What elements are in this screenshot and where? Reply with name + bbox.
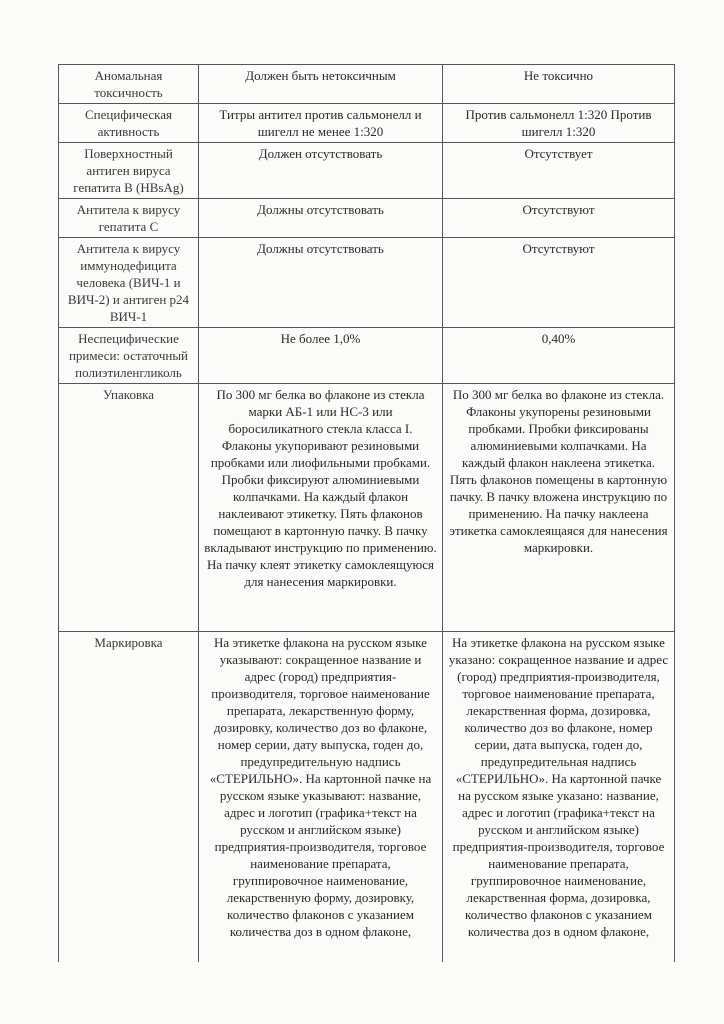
specification-table bbox=[58, 64, 675, 962]
table-row bbox=[59, 104, 675, 143]
parameter-name: Аномальная токсичность bbox=[59, 65, 199, 104]
result-value: На этикетке флакона на русском языке указано: сокращенное название и адрес (город) предприятия-производителя, торговое наименование препарата, лекарственная форма, дозировка, количество доз во флаконе, номер серии, дата выпуска, годен до, предупредительная надпись «СТЕРИЛЬНО». На картонной пачке на русском языке указано: название, адрес и логотип (графика+текст на русском и английском языке) предприятия-производителя, торговое наименование препарата, группировочное наименование, лекарственная форма, дозировка, количество флаконов с указанием количества доз в одном флаконе, bbox=[443, 632, 675, 962]
table-row bbox=[59, 384, 675, 632]
requirement-value: Не более 1,0% bbox=[199, 328, 443, 384]
parameter-name: Упаковка bbox=[59, 384, 199, 632]
table-row bbox=[59, 328, 675, 384]
parameter-name: Маркировка bbox=[59, 632, 199, 962]
table-row bbox=[59, 65, 675, 104]
requirement-value: Должен быть нетоксичным bbox=[199, 65, 443, 104]
result-value: Не токсично bbox=[443, 65, 675, 104]
parameter-name: Неспецифические примеси: остаточный полиэтиленгликоль bbox=[59, 328, 199, 384]
requirement-value: Должен отсутствовать bbox=[199, 143, 443, 199]
requirement-value: Должны отсутствовать bbox=[199, 238, 443, 328]
parameter-name: Поверхностный антиген вируса гепатита В (HBsAg) bbox=[59, 143, 199, 199]
requirement-value: Титры антител против сальмонелл и шигелл не менее 1:320 bbox=[199, 104, 443, 143]
requirement-value: Должны отсутствовать bbox=[199, 199, 443, 238]
parameter-name: Антитела к вирусу гепатита С bbox=[59, 199, 199, 238]
table-row bbox=[59, 143, 675, 199]
requirement-value: По 300 мг белка во флаконе из стекла марки АБ-1 или НС-3 или боросиликатного стекла класса I. Флаконы укупоривают резиновыми пробками или лиофильными пробками. Пробки фиксируют алюминиевыми колпачками. На каждый флакон наклеивают этикетку. Пять флаконов помещают в картонную пачку. В пачку вкладывают инструкцию по применению. На пачку клеят этикетку самоклеящуюся для нанесения маркировки. bbox=[199, 384, 443, 632]
result-value: Отсутствует bbox=[443, 143, 675, 199]
parameter-name: Антитела к вирусу иммунодефицита человека (ВИЧ-1 и ВИЧ-2) и антиген р24 ВИЧ-1 bbox=[59, 238, 199, 328]
result-value: 0,40% bbox=[443, 328, 675, 384]
result-value: Отсутствуют bbox=[443, 238, 675, 328]
requirement-value: На этикетке флакона на русском языке указывают: сокращенное название и адрес (город) предприятия-производителя, торговое наименование препарата, лекарственную форму, дозировку, количество доз во флаконе, номер серии, дату выпуска, годен до, предупредительную надпись «СТЕРИЛЬНО». На картонной пачке на русском языке указывают: название, адрес и логотип (графика+текст на русском и английском языке) предприятия-производителя, торговое наименование препарата, группировочное наименование, лекарственную форму, дозировку, количество флаконов с указанием количества доз в одном флаконе, bbox=[199, 632, 443, 962]
parameter-name: Специфическая активность bbox=[59, 104, 199, 143]
table-row bbox=[59, 632, 675, 962]
result-value: По 300 мг белка во флаконе из стекла. Флаконы укупорены резиновыми пробками. Пробки фиксированы алюминиевыми колпачками. На каждый флакон наклеена этикетка. Пять флаконов помещены в картонную пачку. В пачку вложена инструкцию по применению. На пачку наклеена этикетка самоклеящаяся для нанесения маркировки. bbox=[443, 384, 675, 632]
table-row bbox=[59, 238, 675, 328]
table-row bbox=[59, 199, 675, 238]
result-value: Против сальмонелл 1:320 Против шигелл 1:320 bbox=[443, 104, 675, 143]
result-value: Отсутствуют bbox=[443, 199, 675, 238]
